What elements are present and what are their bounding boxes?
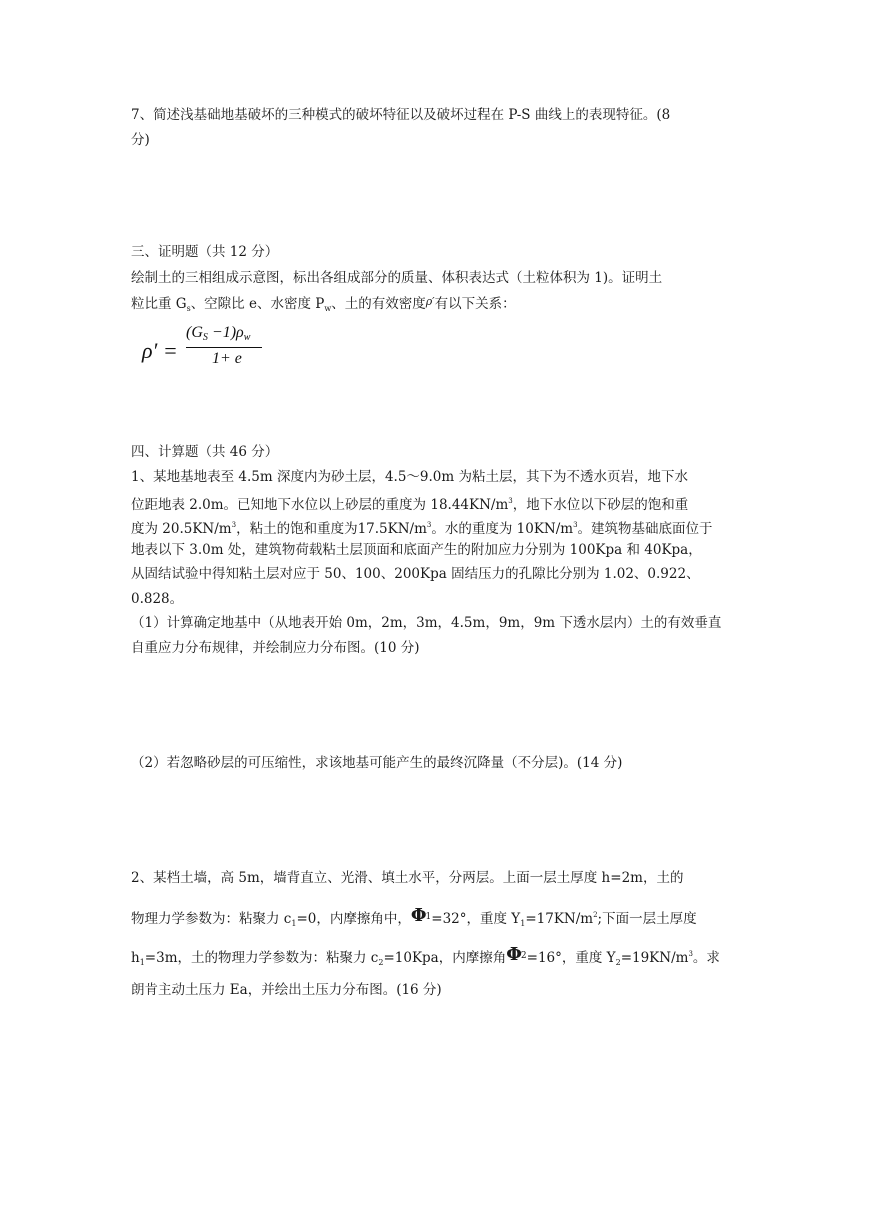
text: =19KN/m bbox=[620, 950, 689, 966]
superscript: 2 bbox=[593, 911, 598, 919]
phi-symbol: Φ bbox=[410, 905, 427, 926]
text: =17KN/m bbox=[525, 911, 594, 927]
sub-question-1-line-2: 自重应力分布规律，并绘制应力分布图。(10 分) bbox=[131, 640, 420, 656]
section-4-heading: 四、计算题（共 46 分） bbox=[131, 444, 279, 460]
section-3-line-1: 绘制土的三相组成示意图，标出各组成部分的质量、体积表达式（土粒体积为 1)。证明土 bbox=[131, 270, 663, 286]
subscript: 1 bbox=[425, 912, 432, 922]
subscript: 2 bbox=[615, 958, 621, 967]
text: (G bbox=[186, 324, 203, 341]
text: 粒比重 G bbox=[131, 296, 187, 312]
text: =10Kpa，内摩擦角 bbox=[383, 950, 507, 966]
text: 、空隙比 e、水密度 P bbox=[190, 296, 325, 312]
problem-2-line-2 bbox=[131, 905, 697, 934]
text: =0，内摩擦角中， bbox=[296, 911, 411, 927]
superscript: 3 bbox=[573, 521, 578, 529]
problem-1-line-4: 地表以下 3.0m 处，建筑物荷载粘土层顶面和底面产生的附加应力分别为 100Kpa 和 40Kpa， bbox=[131, 542, 702, 558]
formula-lhs: ρ′ = bbox=[142, 338, 178, 363]
text: 度为 20.5KN/m bbox=[131, 521, 232, 537]
text: ，地下水位以下砂层的饱和重 bbox=[512, 497, 689, 513]
subscript: 2 bbox=[378, 958, 384, 967]
problem-2-line-1: 2、某档土墙，高 5m，墙背直立、光滑、填土水平，分两层。上面一层土厚度 h=2m，土的 bbox=[131, 870, 684, 886]
superscript: 3 bbox=[688, 950, 693, 958]
formula-denominator: 1+ e bbox=[212, 350, 242, 367]
problem-1-line-2 bbox=[131, 491, 688, 515]
fraction-bar bbox=[186, 347, 262, 348]
text: ;下面一层土厚度 bbox=[597, 911, 697, 927]
subscript: w bbox=[324, 304, 332, 313]
sub-question-1-line-1: （1）计算确定地基中（从地表开始 0m，2m，3m，4.5m，9m，9m 下透水层内）土的有效垂直 bbox=[131, 615, 722, 631]
text: 。建筑物基础底面位于 bbox=[577, 521, 713, 537]
sub-question-2: （2）若忽略砂层的可压缩性，求该地基可能产生的最终沉降量（不分层)。(14 分) bbox=[131, 755, 623, 771]
rho-prime-symbol: ρ′ bbox=[425, 295, 435, 308]
text: h bbox=[131, 950, 140, 966]
section-3-line-2 bbox=[131, 292, 516, 319]
superscript: 3 bbox=[426, 521, 432, 529]
subscript: 1 bbox=[291, 919, 297, 928]
subscript: 1 bbox=[139, 958, 145, 967]
text: =3m，土的物理力学参数为：粘聚力 c bbox=[144, 950, 379, 966]
superscript: 3 bbox=[231, 521, 237, 529]
problem-2-line-4: 朗肯主动土压力 Ea，并绘出土压力分布图。(16 分) bbox=[131, 982, 442, 998]
subscript: 2 bbox=[520, 951, 527, 961]
problem-1-line-1: 1、某地基地表至 4.5m 深度内为砂土层，4.5～9.0m 为粘土层，其下为不透水页岩，地下水 bbox=[131, 469, 688, 485]
text: 物理力学参数为：粘聚力 c bbox=[131, 911, 292, 927]
subscript: 1 bbox=[520, 919, 526, 928]
text: 。求 bbox=[692, 950, 720, 966]
text: =32°，重度 Y bbox=[431, 911, 521, 927]
subscript: S bbox=[202, 332, 208, 343]
section-3-heading: 三、证明题（共 12 分） bbox=[131, 244, 279, 260]
text: −1)ρ bbox=[207, 324, 244, 341]
phi-symbol: Φ bbox=[506, 944, 522, 965]
formula-numerator bbox=[186, 324, 250, 343]
text: 、土的有效密度 bbox=[331, 296, 426, 312]
problem-2-line-3 bbox=[131, 944, 720, 973]
text: 位距地表 2.0m。已知地下水位以上砂层的重度为 18.44KN/m bbox=[131, 497, 509, 513]
text: =16°，重度 Y bbox=[526, 950, 616, 966]
text: ，粘土的饱和重度为17.5KN/m bbox=[236, 521, 427, 537]
text: 有以下关系： bbox=[434, 296, 516, 312]
problem-1-line-6: 0.828。 bbox=[131, 591, 184, 607]
problem-1-line-5: 从固结试验中得知粘土层对应于 50、100、200Kpa 固结压力的孔隙比分别为 1.02、0.922、 bbox=[131, 566, 700, 582]
q7-text-line-2: 分) bbox=[131, 132, 150, 148]
problem-1-line-3 bbox=[131, 515, 713, 539]
subscript: s bbox=[186, 304, 191, 313]
superscript: 3 bbox=[508, 497, 513, 505]
text: 。水的重度为 10KN/m bbox=[431, 521, 574, 537]
q7-text-line-1: 7、简述浅基础地基破坏的三种模式的破坏特征以及破坏过程在 P-S 曲线上的表现特征。(8 bbox=[131, 107, 671, 123]
subscript: w bbox=[243, 332, 251, 343]
